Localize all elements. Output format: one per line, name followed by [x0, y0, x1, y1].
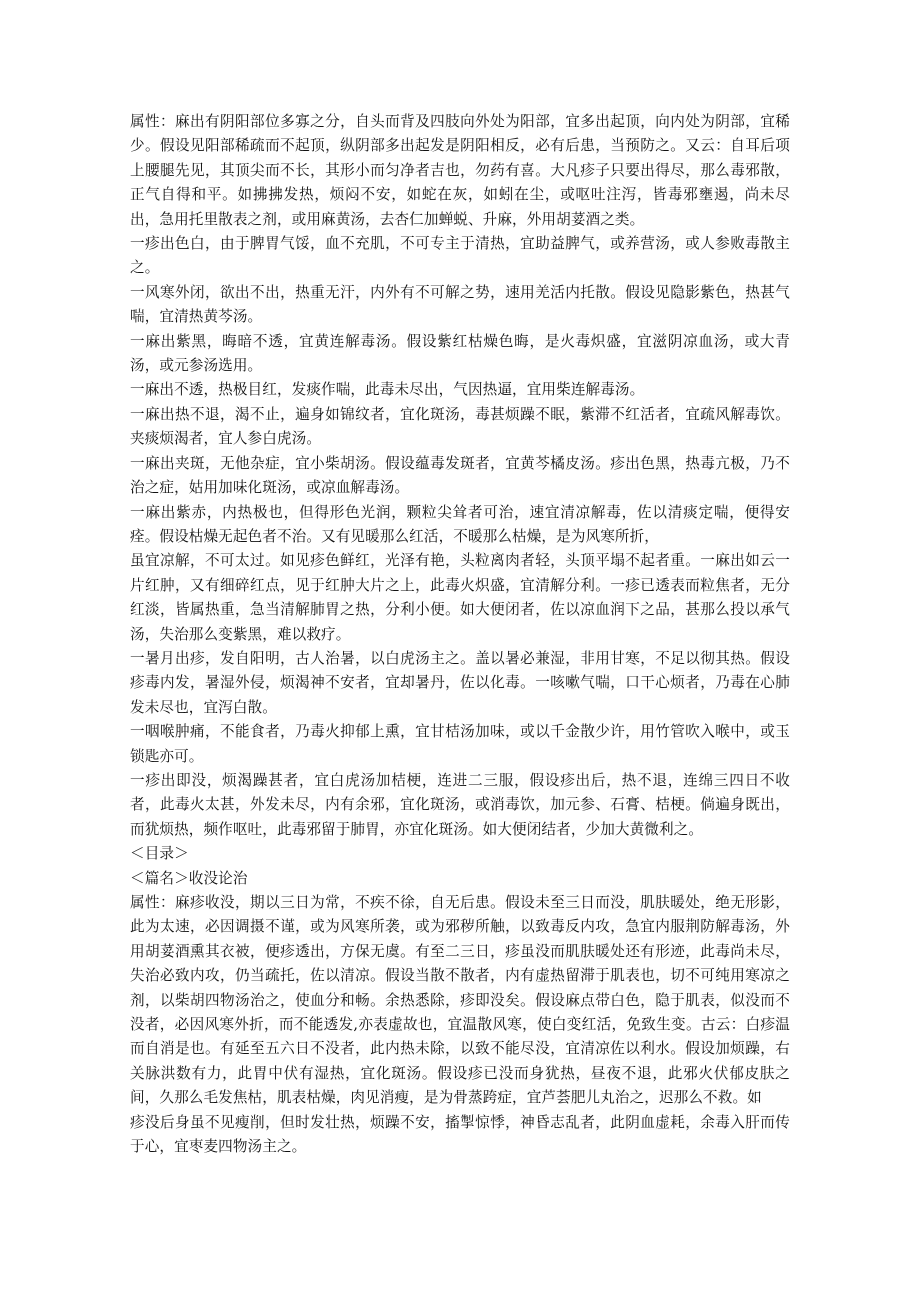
body-text — [130, 110, 790, 1159]
paragraph-not-through: 一麻出不透，热极目红，发痰作喘，此毒未尽出，气因热逼，宜用柴连解毒汤。 — [130, 381, 645, 399]
paragraph-throat: 一咽喉肿痛，不能食者，乃毒火抑郁上熏，宜甘桔汤加味，或以千金散少许，用竹管吹入喉中，或玉锁匙亦可。 — [130, 723, 790, 765]
paragraph-after-retraction: 疹没后身虽不见瘦削，但时发壮热，烦躁不安，搐掣惊悸，神昏志乱者，此阴血虚耗，余毒入肝而传于心，宜枣麦四物汤主之。 — [130, 1113, 790, 1156]
chapter-title: ＜篇名＞收没论治 — [130, 869, 248, 887]
paragraph-vanish: 一疹出即没，烦渴躁甚者，宜白虎汤加桔梗，连进二三服，假设疹出后，热不退，连绵三四日不收者，此毒火太甚，外发未尽，内有余邪，宜化斑汤，或消毒饮，加元参、石膏、桔梗。倘遍身既出，而犹烦热，频作呕吐，此毒邪留于肺胃，亦宜化斑汤。如大便闭结者，少加大黄微利之。 — [130, 771, 790, 838]
paragraph-intro: 属性：麻出有阴阳部位多寡之分，自头而背及四肢向外处为阳部，宜多出起顶，向内处为阴部，宜稀少。假设见阳部稀疏而不起顶，纵阴部多出起发是阴阳相反，必有后患，当预防之。又云：自耳后项上腰腿先见，其顶尖而不长，其形小而匀净者吉也，勿药有喜。大凡疹子只要出得尽，那么毒邪散，正气自得和平。如拂拂发热，烦闷不安，如蛇在灰，如蚓在尘，或呕吐注泻，皆毒邪壅遏，尚未尽出，急用托里散表之剂，或用麻黄汤，去杏仁加蝉蜕、升麻，外用胡荽酒之类。 — [130, 113, 790, 228]
paragraph-retraction: 属性：麻疹收没，期以三日为常，不疾不徐，自无后患。假设未至三日而没，肌肤暖处，绝无形影，此为太速，必因调摄不谨，或为风寒所袭，或为邪秽所触，以致毒反内攻，急宜内服荆防解毒汤，外用胡荽酒熏其衣被，便疹透出，方保无虞。有至二三日，疹虽没而肌肤暖处还有形迹，此毒尚未尽，失治必致内攻，仍当疏托，佐以清凉。假设当散不散者，内有虚热留滞于肌表也，切不可纯用寒凉之剂，以柴胡四物汤治之，使血分和畅。余热悉除，疹即没矣。假设麻点带白色，隐于肌表，似没而不没者，必因风寒外折，而不能透发,亦表虚故也，宜温散风寒，使白变红活，免致生变。古云：白疹温而自消是也。有延至五六日不没者，此内热未除，以致不能尽没，宜清凉佐以利水。假设加烦躁，右关脉洪数有力，此胃中伏有湿热，宜化斑汤。假设疹已没而身犹热，昼夜不退，此邪火伏郁皮肤之间，久那么毛发焦枯，肌表枯燥，肉见消瘦，是为骨蒸跨症，宜芦荟肥儿丸治之，迟那么不救。如 — [130, 894, 790, 1107]
paragraph-purple-black: 一麻出紫黑，晦暗不透，宜黄连解毒汤。假设紫红枯燥色晦，是火毒炽盛，宜滋阴凉血汤，或大青汤，或元参汤选用。 — [130, 332, 790, 375]
paragraph-cool-release: 虽宜凉解，不可太过。如见疹色鲜红，光泽有艳，头粒离肉者轻，头顶平塌不起者重。一麻出如云一片红肿，又有细碎红点，见于红肿大片之上，此毒火炽盛，宜清解分利。一疹已透表而粒焦者，无分红淡，皆属热重，急当清解肺胃之热，分利小便。如大便闭者，佐以凉血润下之品，甚那么投以承气汤，失治那么变紫黑，难以救疗。 — [130, 552, 790, 643]
paragraph-purple-red: 一麻出紫赤，内热极也，但得形色光润，颗粒尖耸者可治，速宜清凉解毒，佐以清痰定喘，便得安痊。假设枯燥无起色者不治。又有见暖那么红活，不暖那么枯燥，是为风寒所折， — [130, 503, 790, 545]
paragraph-with-spots: 一麻出夹斑，无他杂症，宜小柴胡汤。假设蕴毒发斑者，宜黄芩橘皮汤。疹出色黑，热毒亢极，乃不治之症，姑用加味化斑汤，或凉血解毒汤。 — [130, 454, 790, 497]
table-of-contents-marker: ＜目录＞ — [130, 845, 189, 863]
paragraph-white-rash: 一疹出色白，由于脾胃气馁，血不充肌，不可专主于清热，宜助益脾气，或养营汤，或人参败毒散主之。 — [130, 235, 790, 277]
paragraph-wind-cold: 一风寒外闭，欲出不出，热重无汗，内外有不可解之势，速用羌活内托散。假设见隐影紫色，热甚气喘，宜清热黄芩汤。 — [130, 283, 790, 326]
paragraph-fever-persists: 一麻出热不退，渴不止，遍身如锦纹者，宜化斑汤，毒甚烦躁不眠，紫滞不红活者，宜疏风解毒饮。夹痰烦渴者，宜人参白虎汤。 — [130, 405, 790, 448]
paragraph-summer: 一暑月出疹，发自阳明，古人治暑，以白虎汤主之。盖以暑必兼湿，非用甘寒，不足以彻其热。假设疹毒内发，暑湿外侵，烦渴神不安者，宜却暑丹，佐以化毒。一咳嗽气喘，口干心烦者，乃毒在心肺发未尽也，宜泻白散。 — [130, 649, 790, 716]
